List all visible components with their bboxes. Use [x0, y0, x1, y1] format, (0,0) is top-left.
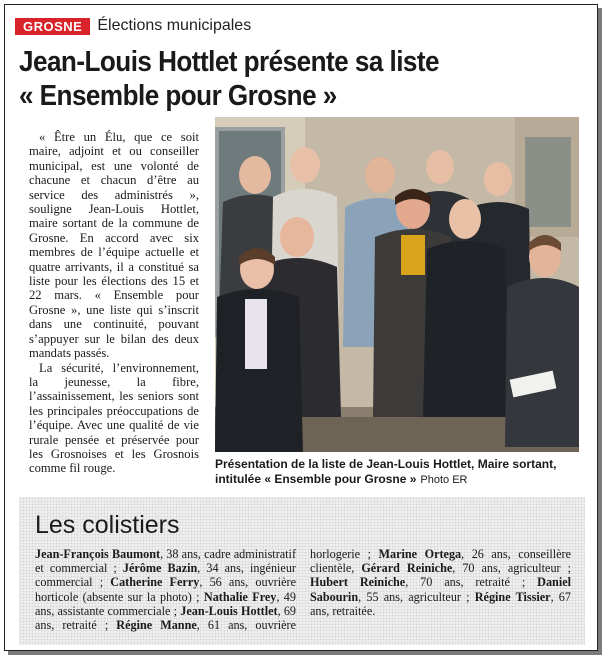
- colistier-details: , 38 ans, cadre administratif et commercial ;: [35, 547, 296, 576]
- body-paragraph-2: La sécurité, l’environnement, la jeunesse, la fibre, l’assainissement, les seniors sont les principales préoccupations de l’équipe. Avec une qualité de vie rurale pensée et préservée pour les Grosnoises et les Grosnois comme fil rouge.: [29, 360, 199, 476]
- colistier-details: , 49 ans, assistante commerciale ;: [35, 589, 296, 618]
- colistier-name: Jean-Louis Hottlet: [180, 603, 278, 618]
- colistier-name: Nathalie Frey: [203, 589, 277, 604]
- colistier-details: , 69 ans, retraité ;: [35, 603, 297, 633]
- colistier-name: Jean-François Baumont: [35, 547, 161, 561]
- colistier-details: , 61 ans, ouvrière horlogerie ;: [196, 547, 379, 633]
- colistier-name: Régine Manne: [116, 618, 197, 633]
- colistier-name: Daniel Sabourin: [310, 575, 571, 604]
- caption-text: Présentation de la liste de Jean-Louis Hottlet, Maire sortant, intitulée « Ensemble pour Grosne »: [215, 457, 557, 486]
- kicker: [15, 17, 251, 35]
- article-frame: [4, 4, 598, 651]
- colistier-details: , 70 ans, retraité ;: [405, 575, 538, 590]
- headline: [19, 45, 532, 113]
- colistiers-box: [19, 497, 585, 645]
- colistier-name: Régine Tissier: [474, 589, 551, 604]
- colistier-details: , 26 ans, conseillère clientèle,: [310, 547, 571, 576]
- rubric-label: Élections municipales: [97, 17, 252, 34]
- colistier-details: , 34 ans, ingénieur commercial ;: [35, 561, 296, 590]
- colistier-details: , 55 ans, agriculteur ;: [358, 589, 475, 604]
- body-paragraph-1: « Être un Élu, que ce soit maire, adjoint et ou conseiller municipal, est une volonté de chacune et chacun d’être au service des administrés », souligne Jean-Louis Hottlet, maire sortant de la commune de Grosne. En accord avec six membres de l’équipe actuelle et quatre arrivants, il a constitué sa liste pour les élections des 15 et 22 mars. « Ensemble pour Grosne », une liste qui s’inscrit dans une continuité, pouvant s’appuyer sur le bilan des deux mandats passés.: [29, 130, 199, 361]
- headline-line-1: Jean-Louis Hottlet présente sa liste: [19, 46, 440, 78]
- group-photo: [215, 117, 579, 452]
- article-body: [29, 130, 199, 476]
- photo-caption: [215, 457, 585, 488]
- colistiers-title: Les colistiers: [35, 511, 180, 539]
- location-tag: GROSNE: [15, 18, 90, 35]
- group-photo-illustration: [215, 117, 579, 452]
- colistier-name: Hubert Reiniche: [310, 575, 406, 590]
- colistiers-list: [35, 547, 571, 632]
- colistier-name: Catherine Ferry: [110, 575, 200, 590]
- photo-credit: Photo ER: [420, 474, 468, 486]
- colistier-details: , 70 ans, agriculteur ;: [452, 561, 571, 576]
- colistier-name: Jérôme Bazin: [122, 561, 198, 576]
- headline-line-2: « Ensemble pour Grosne »: [19, 80, 337, 112]
- colistier-name: Marine Ortega: [378, 547, 462, 561]
- colistier-details: , 56 ans, ouvrière horticole (absente sur la photo) ;: [35, 575, 296, 604]
- colistier-name: Gérard Reiniche: [361, 561, 453, 576]
- colistier-details: , 67 ans, retraitée.: [310, 589, 571, 618]
